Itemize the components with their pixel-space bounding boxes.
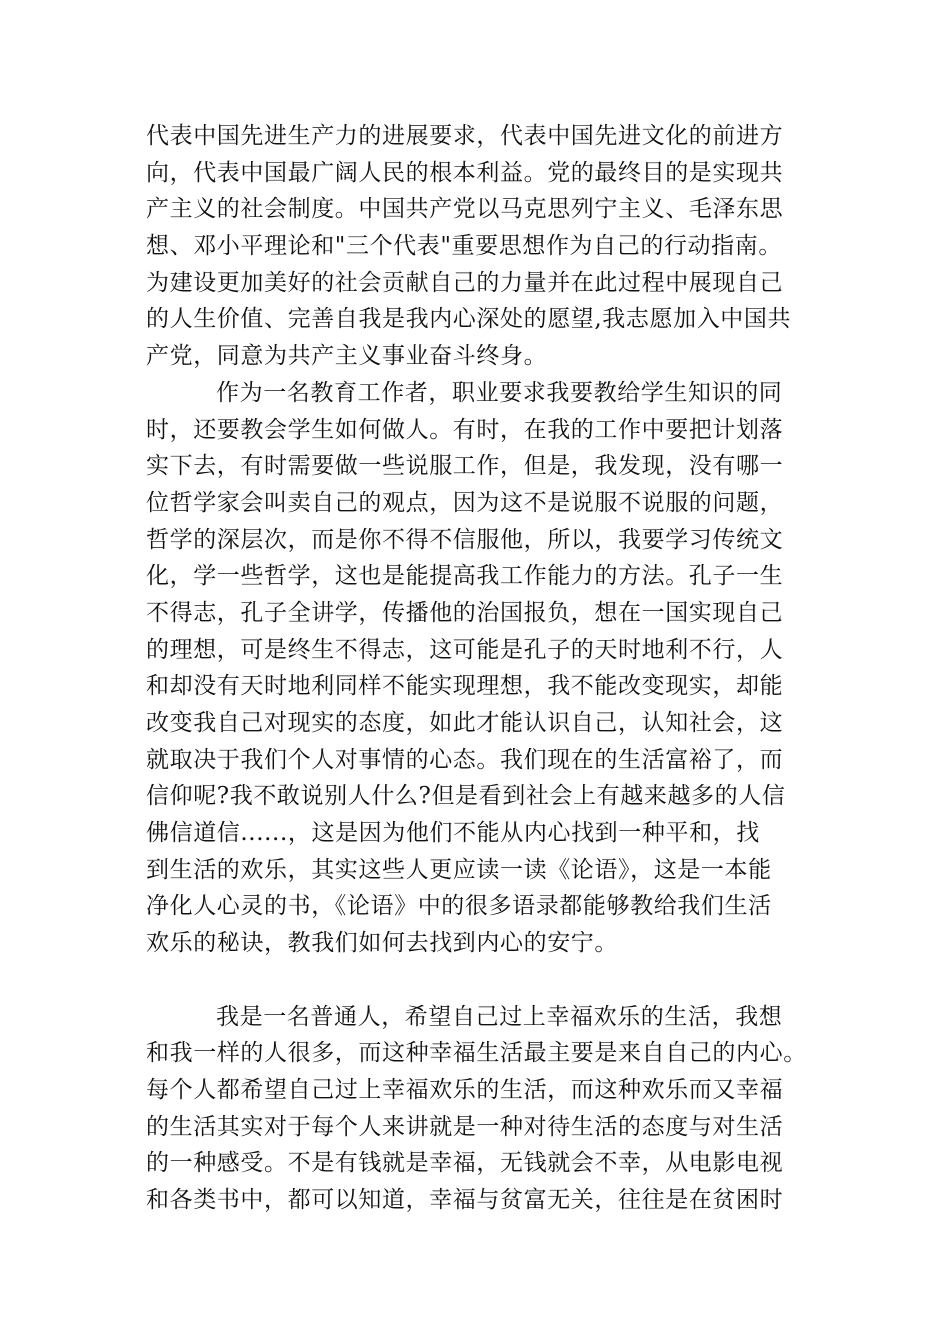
text-line: 产党，同意为共产主义事业奋斗终身。: [146, 343, 548, 370]
text-line: 代表中国先进生产力的进展要求，代表中国先进文化的前进方: [146, 123, 784, 149]
text-line: 的人生价值、完善自我是我内心深处的愿望,我志愿加入中国共: [146, 306, 792, 333]
text-line: 到生活的欢乐，其实这些人更应读一读《论语》，这是一本能: [146, 856, 772, 883]
text-line: 时，还要教会学生如何做人。有时，在我的工作中要把计划落: [146, 416, 784, 443]
text-line: [146, 962, 806, 999]
text-line: 每个人都希望自己过上幸福欢乐的生活，而这种欢乐而又幸福: [146, 1076, 784, 1103]
text-line: 净化人心灵的书，《论语》中的很多语录都能够教给我们生活: [146, 893, 772, 920]
text-line: 产主义的社会制度。中国共产党以马克思列宁主义、毛泽东思: [146, 196, 784, 223]
text-line: 和我一样的人很多，而这种幸福生活最主要是来自自己的内心。: [146, 1040, 807, 1067]
text-line: 就取决于我们个人对事情的心态。我们现在的生活富裕了，而: [146, 746, 784, 773]
text-line: 和却没有天时地利同样不能实现理想，我不能改变现实，却能: [146, 673, 784, 700]
document-body: [146, 118, 806, 1219]
text-line: 实下去，有时需要做一些说服工作，但是，我发现，没有哪一: [146, 453, 784, 480]
text-line: 的理想，可是终生不得志，这可能是孔子的天时地利不行，人: [146, 636, 784, 663]
text-line: 为建设更加美好的社会贡献自己的力量并在此过程中展现自己: [146, 269, 784, 296]
text-line: 佛信道信......，这是因为他们不能从内心找到一种平和，找: [146, 820, 760, 847]
text-line: 位哲学家会叫卖自己的观点，因为这不是说服不说服的问题，: [146, 489, 784, 516]
text-line: 的生活其实对于每个人来讲就是一种对待生活的态度与对生活: [146, 1113, 784, 1140]
text-line: 化，学一些哲学，这也是能提高我工作能力的方法。孔子一生: [146, 563, 784, 590]
text-line: 的一种感受。不是有钱就是幸福，无钱就会不幸，从电影电视: [146, 1150, 784, 1177]
paragraph-first-line: 作为一名教育工作者，职业要求我要教给学生知识的同: [216, 379, 783, 406]
text-line: 和各类书中，都可以知道，幸福与贫富无关，往往是在贫困时: [146, 1186, 784, 1213]
text-line: 不得志，孔子全讲学，传播他的治国报负，想在一国实现自己: [146, 599, 784, 626]
text-line: 向，代表中国最广阔人民的根本利益。党的最终目的是实现共: [146, 159, 784, 186]
text-line: 改变我自己对现实的态度，如此才能认识自己，认知社会，这: [146, 710, 784, 736]
paragraph-first-line: 我是一名普通人，希望自己过上幸福欢乐的生活，我想: [216, 1003, 783, 1030]
text-line: 信仰呢?我不敢说别人什么?但是看到社会上有越来越多的人信: [146, 783, 786, 810]
text-line: 哲学的深层次，而是你不得不信服他，所以，我要学习传统文: [146, 526, 784, 553]
text-line: 欢乐的秘诀，教我们如何去找到内心的安宁。: [146, 930, 618, 957]
text-line: 想、邓小平理论和"三个代表"重要思想作为自己的行动指南。: [146, 233, 782, 260]
